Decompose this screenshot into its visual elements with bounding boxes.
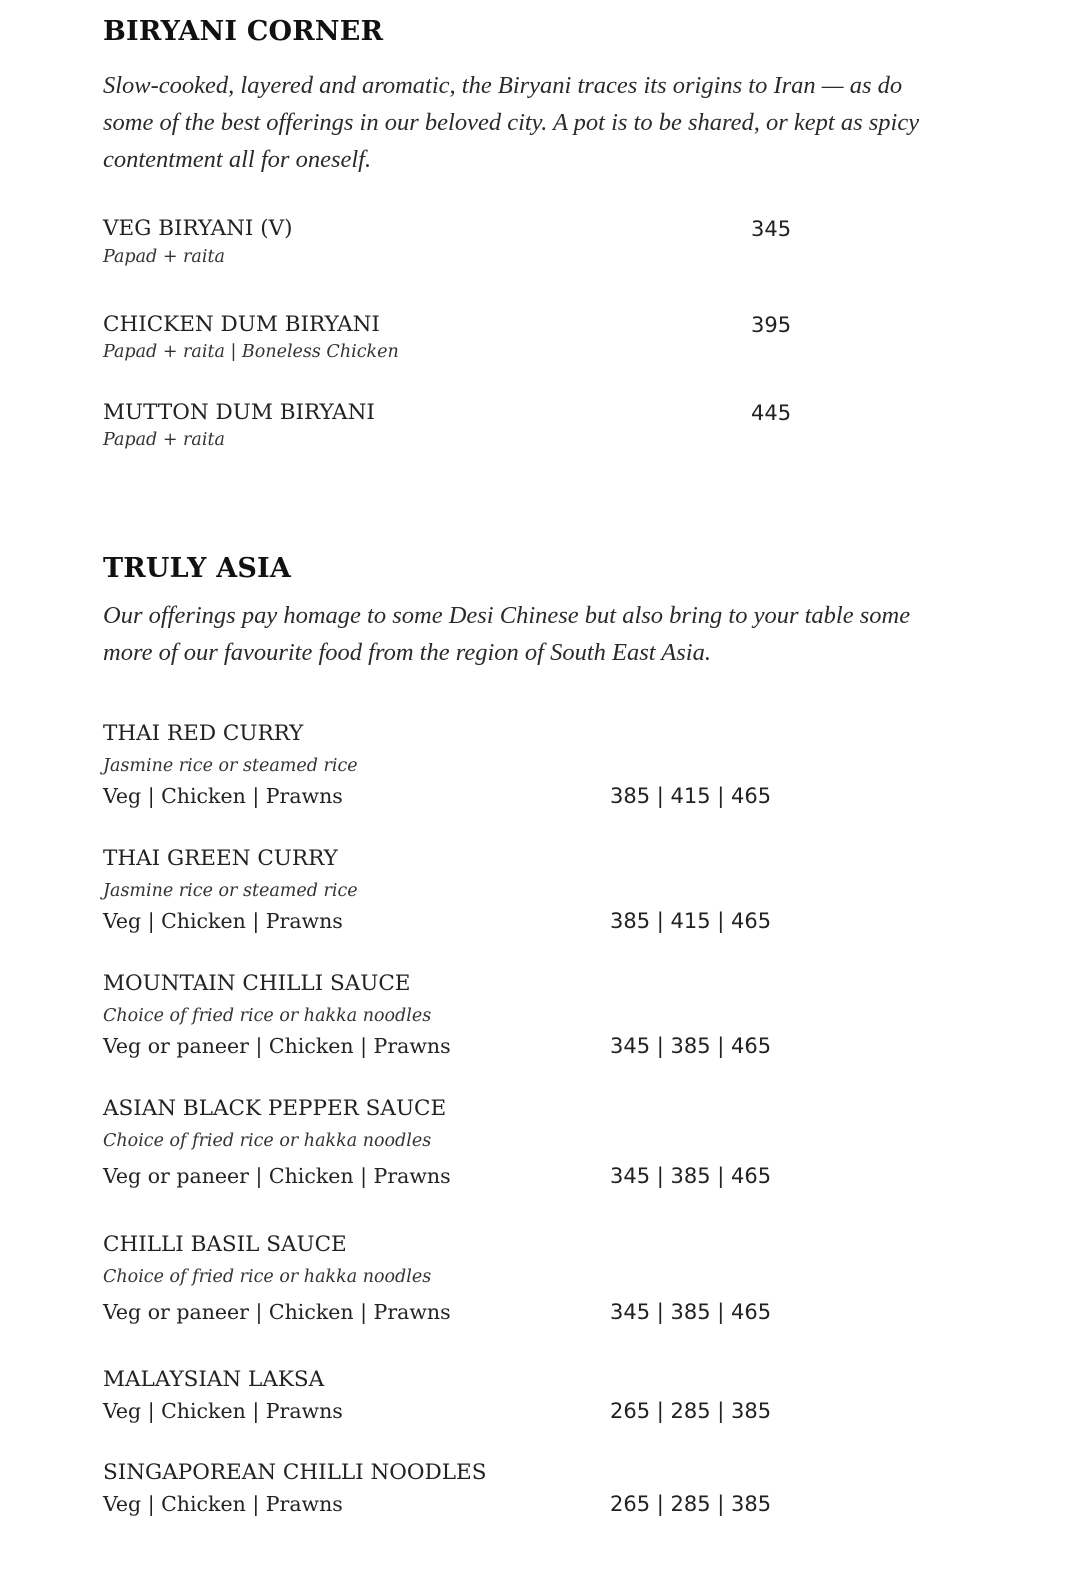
section-title-truly-asia: TRULY ASIA — [103, 553, 292, 584]
item-note: Jasmine rice or steamed rice — [103, 881, 358, 901]
item-note: Choice of fried rice or hakka noodles — [103, 1131, 432, 1151]
item-price: 265 | 285 | 385 — [610, 1399, 772, 1423]
item-note: Papad + raita | Boneless Chicken — [103, 342, 399, 362]
item-name: MOUNTAIN CHILLI SAUCE — [103, 971, 411, 996]
item-name: SINGAPOREAN CHILLI NOODLES — [103, 1460, 487, 1485]
item-price: 345 | 385 | 465 — [610, 1034, 772, 1058]
item-note: Jasmine rice or steamed rice — [103, 756, 358, 776]
item-variants: Veg or paneer | Chicken | Prawns — [103, 1034, 451, 1058]
item-name: CHICKEN DUM BIRYANI — [103, 312, 380, 337]
item-price: 395 — [751, 313, 792, 337]
item-name: THAI RED CURRY — [103, 721, 304, 746]
item-name: MALAYSIAN LAKSA — [103, 1367, 325, 1392]
item-price: 445 — [751, 401, 792, 425]
section-title-biryani: BIRYANI CORNER — [103, 16, 384, 47]
item-note: Choice of fried rice or hakka noodles — [103, 1267, 432, 1287]
section-description-truly-asia: Our offerings pay homage to some Desi Chinese but also bring to your table some more of our favourite food from the region of South East Asia. — [103, 602, 911, 666]
item-price: 385 | 415 | 465 — [610, 909, 772, 933]
item-variants: Veg | Chicken | Prawns — [103, 1492, 343, 1516]
item-price: 345 | 385 | 465 — [610, 1300, 772, 1324]
item-price: 265 | 285 | 385 — [610, 1492, 772, 1516]
item-name: ASIAN BLACK PEPPER SAUCE — [103, 1096, 447, 1121]
item-note: Choice of fried rice or hakka noodles — [103, 1006, 432, 1026]
item-name: THAI GREEN CURRY — [103, 846, 338, 871]
item-price: 385 | 415 | 465 — [610, 784, 772, 808]
item-note: Papad + raita — [103, 430, 225, 450]
item-variants: Veg | Chicken | Prawns — [103, 909, 343, 933]
item-variants: Veg | Chicken | Prawns — [103, 1399, 343, 1423]
section-description-biryani: Slow-cooked, layered and aromatic, the Biryani traces its origins to Iran — as do some of the best offerings in our beloved city. A pot is to be shared, or kept as spicy contentment all for oneself. — [103, 72, 920, 173]
item-price: 345 — [751, 217, 792, 241]
item-name: MUTTON DUM BIRYANI — [103, 400, 375, 425]
item-variants: Veg or paneer | Chicken | Prawns — [103, 1164, 451, 1188]
item-note: Papad + raita — [103, 247, 225, 267]
item-variants: Veg | Chicken | Prawns — [103, 784, 343, 808]
item-name: VEG BIRYANI (V) — [103, 216, 293, 241]
item-price: 345 | 385 | 465 — [610, 1164, 772, 1188]
item-variants: Veg or paneer | Chicken | Prawns — [103, 1300, 451, 1324]
item-name: CHILLI BASIL SAUCE — [103, 1232, 347, 1257]
